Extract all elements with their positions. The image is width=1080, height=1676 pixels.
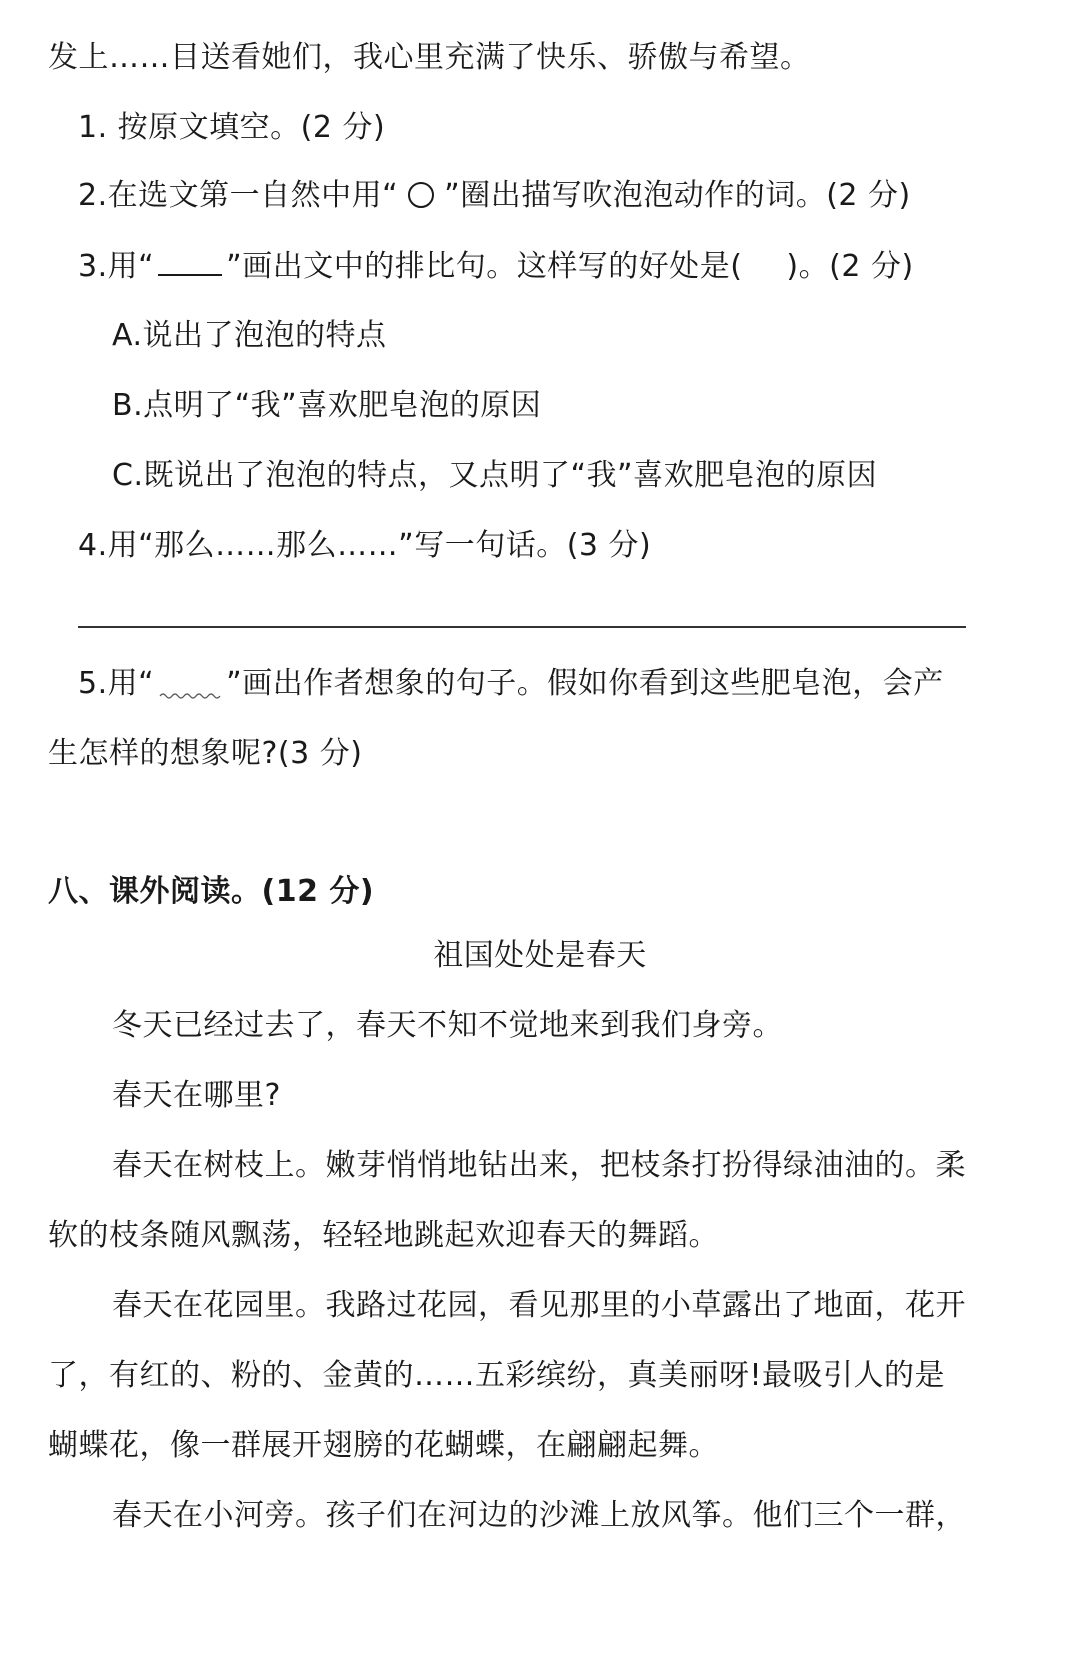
- wavy-underline-icon: [158, 665, 222, 693]
- paragraph-4-line-1: 春天在花园里。我路过花园，看见那里的小草露出了地面，花开: [112, 1288, 966, 1323]
- paragraph-3-line-1: 春天在树枝上。嫩芽悄悄地钻出来，把枝条打扮得绿油油的。柔: [112, 1148, 966, 1183]
- question-3: [78, 246, 914, 287]
- question-3-text-b: ”画出文中的排比句。这样写的好处是(: [226, 249, 743, 284]
- paragraph-4-line-2: 了，有红的、粉的、金黄的……五彩缤纷，真美丽呀!最吸引人的是: [48, 1358, 946, 1393]
- section-heading: 八、课外阅读。(12 分): [48, 874, 375, 909]
- option-a[interactable]: A.说出了泡泡的特点: [112, 318, 387, 353]
- passage-title: 祖国处处是春天: [433, 938, 647, 973]
- question-3-text-c: )。(2 分): [786, 249, 914, 284]
- passage-tail-line: 发上……目送看她们，我心里充满了快乐、骄傲与希望。: [48, 40, 811, 75]
- question-3-text-a: 3.用“: [78, 249, 155, 284]
- question-4: 4.用“那么……那么……”写一句话。(3 分): [78, 528, 652, 563]
- answer-writing-line[interactable]: [78, 626, 966, 628]
- question-1: 1. 按原文填空。(2 分): [78, 110, 386, 145]
- paragraph-4-line-3: 蝴蝶花，像一群展开翅膀的花蝴蝶，在翩翩起舞。: [48, 1428, 719, 1463]
- question-5-text-a: 5.用“: [78, 666, 155, 701]
- circle-mark-icon: [408, 182, 434, 208]
- paragraph-2: 春天在哪里?: [112, 1078, 281, 1113]
- paragraph-1: 冬天已经过去了，春天不知不觉地来到我们身旁。: [112, 1008, 783, 1043]
- question-5: [78, 664, 944, 704]
- question-2-text-a: 2.在选文第一自然中用“: [78, 178, 399, 213]
- question-2: [78, 176, 911, 216]
- underline-blank-icon: [158, 246, 222, 276]
- paragraph-5-line-1: 春天在小河旁。孩子们在河边的沙滩上放风筝。他们三个一群，: [112, 1498, 966, 1533]
- option-c[interactable]: C.既说出了泡泡的特点，又点明了“我”喜欢肥皂泡的原因: [112, 458, 878, 493]
- question-2-text-b: ”圈出描写吹泡泡动作的词。(2 分): [444, 178, 911, 213]
- question-5-text-b: ”画出作者想象的句子。假如你看到这些肥皂泡，会产: [226, 666, 944, 701]
- question-5-continued: 生怎样的想象呢?(3 分): [48, 736, 363, 771]
- option-b[interactable]: B.点明了“我”喜欢肥皂泡的原因: [112, 388, 542, 423]
- paragraph-3-line-2: 软的枝条随风飘荡，轻轻地跳起欢迎春天的舞蹈。: [48, 1218, 719, 1253]
